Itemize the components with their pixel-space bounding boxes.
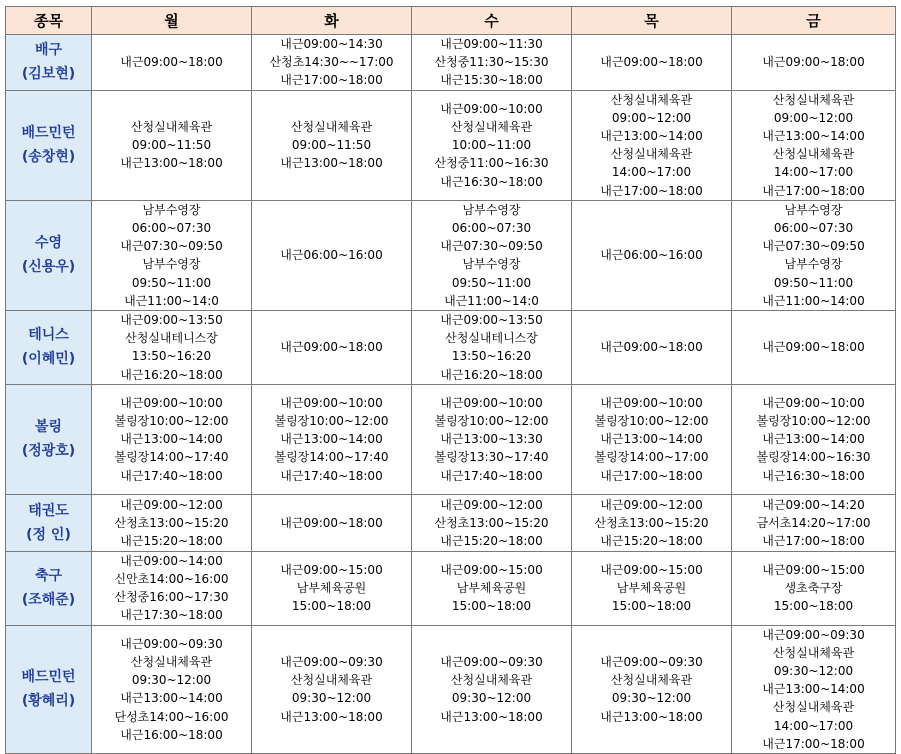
instructor-name: (송창현) xyxy=(21,149,76,166)
sport-cell xyxy=(6,551,92,625)
schedule-cell-wednesday xyxy=(412,384,572,494)
sport-cell xyxy=(6,384,92,494)
schedule-entry: 내근16:20~18:00 xyxy=(120,367,223,382)
schedule-entry: 내근09:00~15:00 xyxy=(440,562,543,577)
header-thursday: 목 xyxy=(572,7,732,35)
schedule-entry: 산청실내체육관 xyxy=(772,92,855,107)
schedule-entry: 남부수영장 xyxy=(142,257,201,272)
header-row xyxy=(6,7,896,35)
schedule-cell-thursday xyxy=(572,35,732,91)
schedule-entry: 내근17:30~18:00 xyxy=(120,608,223,623)
schedule-entry: 남부수영장 xyxy=(142,202,201,217)
schedule-entry: 내근09:00~18:00 xyxy=(280,515,383,530)
instructor-name: (신용우) xyxy=(21,259,76,276)
table-row xyxy=(6,551,896,625)
schedule-entry: 내근13:00~14:00 xyxy=(120,691,223,706)
schedule-cell-tuesday xyxy=(252,35,412,91)
schedule-entry: 내근09:00~18:00 xyxy=(120,55,223,70)
schedule-entry: 내근17:00~18:00 xyxy=(762,533,865,548)
schedule-entry: 산청실내체육관 xyxy=(450,119,533,134)
schedule-entry: 내근17:00~18:00 xyxy=(600,468,703,483)
schedule-cell-thursday xyxy=(572,625,732,753)
schedule-entry: 내근11:00~14:00 xyxy=(762,293,865,308)
schedule-cell-friday xyxy=(732,90,896,200)
header-wednesday: 수 xyxy=(412,7,572,35)
sport-name: 축구 xyxy=(34,568,63,585)
table-row xyxy=(6,625,896,753)
schedule-entry: 내근09:00~09:30 xyxy=(440,654,543,669)
schedule-entry: 산청실내체육관 xyxy=(610,147,693,162)
schedule-entry: 산청실내테니스장 xyxy=(125,331,218,346)
schedule-entry: 09:50~11:00 xyxy=(773,275,854,290)
schedule-entry: 산청초13:00~15:20 xyxy=(114,515,229,530)
schedule-cell-tuesday xyxy=(252,90,412,200)
schedule-entry: 내근09:00~10:00 xyxy=(762,395,865,410)
schedule-entry: 15:00~18:00 xyxy=(773,599,854,614)
table-row xyxy=(6,384,896,494)
schedule-entry: 내근16:30~18:00 xyxy=(440,174,543,189)
schedule-entry: 09:30~12:00 xyxy=(773,664,854,679)
schedule-entry: 산청초13:00~15:20 xyxy=(594,515,709,530)
table-row xyxy=(6,200,896,310)
schedule-entry: 내근06:00~16:00 xyxy=(280,248,383,263)
schedule-entry: 내근09:00~18:00 xyxy=(762,340,865,355)
schedule-entry: 내근13:00~14:00 xyxy=(762,432,865,447)
header-sport: 종목 xyxy=(6,7,92,35)
schedule-cell-monday xyxy=(92,494,252,551)
schedule-entry: 내근09:00~10:00 xyxy=(440,395,543,410)
schedule-entry: 15:00~18:00 xyxy=(611,599,692,614)
schedule-cell-monday xyxy=(92,384,252,494)
schedule-entry: 06:00~07:30 xyxy=(131,221,212,236)
schedule-cell-wednesday xyxy=(412,311,572,385)
schedule-entry: 내근09:00~11:30 xyxy=(440,37,543,51)
schedule-cell-monday xyxy=(92,625,252,753)
schedule-entry: 볼링장14:00~17:00 xyxy=(594,450,709,465)
schedule-entry: 09:30~12:00 xyxy=(451,691,532,706)
sport-name: 테니스 xyxy=(28,327,69,344)
schedule-entry: 산청실내체육관 xyxy=(290,119,373,134)
schedule-entry: 내근16:30~18:00 xyxy=(762,468,865,483)
schedule-entry: 내근09:00~09:30 xyxy=(762,627,865,642)
schedule-entry: 내근11:00~14:0 xyxy=(444,293,539,308)
schedule-entry: 내근09:00~18:00 xyxy=(280,340,383,355)
schedule-entry: 신안초14:00~16:00 xyxy=(114,572,229,587)
schedule-entry: 내근09:00~14:00 xyxy=(120,553,223,568)
schedule-cell-wednesday xyxy=(412,200,572,310)
schedule-entry: 13:50~16:20 xyxy=(131,349,212,364)
schedule-entry: 산청중11:00~16:30 xyxy=(434,156,549,171)
schedule-entry: 내근09:00~13:50 xyxy=(440,313,543,328)
schedule-entry: 남부체육공원 xyxy=(296,581,367,596)
schedule-entry: 내근06:00~16:00 xyxy=(600,248,703,263)
schedule-entry: 볼링장10:00~12:00 xyxy=(594,414,709,429)
schedule-entry: 내근13:00~18:00 xyxy=(280,709,383,724)
schedule-entry: 내근13:00~18:00 xyxy=(600,709,703,724)
instructor-name: (조해준) xyxy=(21,592,76,609)
schedule-entry: 내근13:00~14:00 xyxy=(600,432,703,447)
schedule-entry: 09:50~11:00 xyxy=(451,275,532,290)
schedule-entry: 볼링장14:00~17:40 xyxy=(274,450,389,465)
schedule-entry: 내근17:00~18:00 xyxy=(762,736,865,751)
schedule-cell-tuesday xyxy=(252,551,412,625)
schedule-entry: 남부수영장 xyxy=(784,257,843,272)
sport-name: 수영 xyxy=(34,235,63,252)
schedule-cell-friday xyxy=(732,494,896,551)
schedule-entry: 내근09:00~09:30 xyxy=(600,654,703,669)
schedule-entry: 산청실내체육관 xyxy=(772,700,855,715)
schedule-entry: 내근09:00~10:00 xyxy=(280,395,383,410)
schedule-cell-thursday xyxy=(572,90,732,200)
sport-name: 배구 xyxy=(34,42,63,59)
sport-cell xyxy=(6,35,92,91)
schedule-entry: 내근13:00~14:00 xyxy=(120,432,223,447)
schedule-cell-wednesday xyxy=(412,90,572,200)
schedule-entry: 09:30~12:00 xyxy=(611,691,692,706)
schedule-entry: 생초축구장 xyxy=(784,581,843,596)
schedule-entry: 남부체육공원 xyxy=(616,581,687,596)
schedule-entry: 남부수영장 xyxy=(462,202,521,217)
schedule-entry: 산청실내테니스장 xyxy=(445,331,538,346)
schedule-entry: 산청실내체육관 xyxy=(130,654,213,669)
schedule-entry: 산청초13:00~15:20 xyxy=(434,515,549,530)
schedule-entry: 내근09:00~15:00 xyxy=(280,562,383,577)
schedule-entry: 내근09:00~14:30 xyxy=(280,37,383,51)
instructor-name: (김보현) xyxy=(21,66,76,83)
sport-cell xyxy=(6,625,92,753)
schedule-body xyxy=(6,35,896,754)
schedule-entry: 남부체육공원 xyxy=(456,581,527,596)
schedule-entry: 남부수영장 xyxy=(462,257,521,272)
schedule-entry: 내근09:00~12:00 xyxy=(120,497,223,512)
schedule-entry: 10:00~11:00 xyxy=(451,138,532,153)
instructor-name: (이혜민) xyxy=(21,351,76,368)
schedule-entry: 볼링장10:00~12:00 xyxy=(434,414,549,429)
instructor-name: (정광호) xyxy=(21,443,76,460)
schedule-entry: 09:00~11:50 xyxy=(131,138,212,153)
schedule-entry: 13:50~16:20 xyxy=(451,349,532,364)
schedule-cell-monday xyxy=(92,200,252,310)
schedule-entry: 내근15:20~18:00 xyxy=(120,533,223,548)
table-row xyxy=(6,311,896,385)
schedule-entry: 내근13:00~13:30 xyxy=(440,432,543,447)
schedule-entry: 내근13:00~14:00 xyxy=(762,129,865,144)
schedule-cell-tuesday xyxy=(252,494,412,551)
schedule-entry: 산청중16:00~17:30 xyxy=(114,590,229,605)
schedule-cell-thursday xyxy=(572,494,732,551)
schedule-entry: 산청실내체육관 xyxy=(772,645,855,660)
sport-name: 배드민턴 xyxy=(21,125,76,142)
schedule-cell-monday xyxy=(92,90,252,200)
schedule-entry: 내근09:00~14:20 xyxy=(762,497,865,512)
schedule-entry: 내근09:00~18:00 xyxy=(600,340,703,355)
schedule-entry: 09:30~12:00 xyxy=(131,673,212,688)
schedule-entry: 09:00~11:50 xyxy=(291,138,372,153)
schedule-cell-friday xyxy=(732,200,896,310)
schedule-entry: 내근09:00~15:00 xyxy=(762,562,865,577)
schedule-entry: 볼링장10:00~12:00 xyxy=(114,414,229,429)
schedule-entry: 산청실내체육관 xyxy=(450,673,533,688)
sport-cell xyxy=(6,494,92,551)
schedule-entry: 산청초14:30~~17:00 xyxy=(269,55,394,70)
schedule-entry: 내근09:00~15:00 xyxy=(600,562,703,577)
schedule-entry: 14:00~17:00 xyxy=(773,165,854,180)
schedule-cell-wednesday xyxy=(412,625,572,753)
schedule-entry: 내근09:00~18:00 xyxy=(600,55,703,70)
schedule-entry: 내근15:20~18:00 xyxy=(440,533,543,548)
schedule-entry: 내근09:00~10:00 xyxy=(440,101,543,116)
schedule-entry: 내근09:00~10:00 xyxy=(600,395,703,410)
schedule-entry: 내근13:00~18:00 xyxy=(280,156,383,171)
schedule-entry: 볼링장14:00~16:30 xyxy=(756,450,871,465)
schedule-cell-wednesday xyxy=(412,494,572,551)
schedule-entry: 내근07:30~09:50 xyxy=(762,239,865,254)
schedule-entry: 06:00~07:30 xyxy=(773,221,854,236)
schedule-entry: 내근13:00~14:00 xyxy=(600,129,703,144)
schedule-entry: 산청실내체육관 xyxy=(290,673,373,688)
schedule-entry: 내근13:00~14:00 xyxy=(280,432,383,447)
schedule-entry: 볼링장10:00~12:00 xyxy=(756,414,871,429)
schedule-entry: 산청중11:30~15:30 xyxy=(434,55,549,70)
schedule-cell-friday xyxy=(732,551,896,625)
schedule-entry: 내근17:40~18:00 xyxy=(440,468,543,483)
schedule-cell-thursday xyxy=(572,384,732,494)
schedule-entry: 09:00~12:00 xyxy=(611,110,692,125)
table-row xyxy=(6,494,896,551)
schedule-entry: 내근11:00~14:0 xyxy=(124,293,219,308)
schedule-entry: 15:00~18:00 xyxy=(451,599,532,614)
schedule-cell-thursday xyxy=(572,200,732,310)
schedule-cell-monday xyxy=(92,35,252,91)
schedule-entry: 09:50~11:00 xyxy=(131,275,212,290)
schedule-entry: 내근17:00~18:00 xyxy=(762,183,865,198)
schedule-entry: 15:00~18:00 xyxy=(291,599,372,614)
schedule-entry: 내근09:00~18:00 xyxy=(762,55,865,70)
schedule-entry: 금서초14:20~17:00 xyxy=(756,515,871,530)
schedule-entry: 14:00~17:00 xyxy=(773,718,854,733)
schedule-entry: 내근09:00~13:50 xyxy=(120,313,223,328)
schedule-cell-friday xyxy=(732,384,896,494)
schedule-entry: 내근17:40~18:00 xyxy=(120,468,223,483)
schedule-entry: 내근13:00~18:00 xyxy=(120,156,223,171)
schedule-entry: 내근13:00~14:00 xyxy=(762,682,865,697)
schedule-entry: 내근09:00~12:00 xyxy=(440,497,543,512)
sport-cell xyxy=(6,90,92,200)
sport-cell xyxy=(6,200,92,310)
schedule-cell-thursday xyxy=(572,311,732,385)
schedule-entry: 내근17:40~18:00 xyxy=(280,468,383,483)
sport-name: 볼링 xyxy=(34,419,63,436)
schedule-table xyxy=(5,6,896,754)
table-row xyxy=(6,35,896,91)
schedule-entry: 내근09:00~12:00 xyxy=(600,497,703,512)
schedule-cell-wednesday xyxy=(412,551,572,625)
schedule-cell-friday xyxy=(732,625,896,753)
schedule-entry: 09:00~12:00 xyxy=(773,110,854,125)
header-tuesday: 화 xyxy=(252,7,412,35)
schedule-cell-friday xyxy=(732,311,896,385)
schedule-entry: 볼링장13:30~17:40 xyxy=(434,450,549,465)
schedule-cell-tuesday xyxy=(252,200,412,310)
schedule-entry: 내근16:00~18:00 xyxy=(120,727,223,742)
schedule-entry: 내근07:30~09:50 xyxy=(440,239,543,254)
schedule-cell-monday xyxy=(92,551,252,625)
header-friday: 금 xyxy=(732,7,896,35)
sport-name: 배드민턴 xyxy=(21,669,76,686)
instructor-name: (황혜리) xyxy=(21,693,76,710)
table-row xyxy=(6,90,896,200)
schedule-entry: 06:00~07:30 xyxy=(451,221,532,236)
schedule-entry: 내근09:00~09:30 xyxy=(280,654,383,669)
schedule-cell-tuesday xyxy=(252,625,412,753)
schedule-entry: 내근17:00~18:00 xyxy=(280,73,383,88)
schedule-entry: 남부수영장 xyxy=(784,202,843,217)
sport-cell xyxy=(6,311,92,385)
schedule-entry: 09:30~12:00 xyxy=(291,691,372,706)
schedule-entry: 내근09:00~09:30 xyxy=(120,636,223,651)
schedule-cell-friday xyxy=(732,35,896,91)
schedule-entry: 내근16:20~18:00 xyxy=(440,367,543,382)
schedule-entry: 내근15:30~18:00 xyxy=(440,73,543,88)
schedule-entry: 내근09:00~10:00 xyxy=(120,395,223,410)
header-monday: 월 xyxy=(92,7,252,35)
schedule-entry: 내근17:00~18:00 xyxy=(600,183,703,198)
schedule-cell-tuesday xyxy=(252,311,412,385)
schedule-entry: 볼링장14:00~17:40 xyxy=(114,450,229,465)
schedule-cell-thursday xyxy=(572,551,732,625)
sport-name: 태권도 xyxy=(28,502,69,519)
schedule-entry: 산청실내체육관 xyxy=(772,147,855,162)
schedule-entry: 14:00~17:00 xyxy=(611,165,692,180)
schedule-entry: 산청실내체육관 xyxy=(610,92,693,107)
instructor-name: (정 인) xyxy=(26,526,71,543)
schedule-cell-wednesday xyxy=(412,35,572,91)
schedule-entry: 내근13:00~18:00 xyxy=(440,709,543,724)
schedule-entry: 볼링장10:00~12:00 xyxy=(274,414,389,429)
schedule-entry: 내근07:30~09:50 xyxy=(120,239,223,254)
schedule-entry: 내근15:20~18:00 xyxy=(600,533,703,548)
schedule-cell-tuesday xyxy=(252,384,412,494)
schedule-cell-monday xyxy=(92,311,252,385)
schedule-entry: 산청실내체육관 xyxy=(130,119,213,134)
schedule-entry: 단성초14:00~16:00 xyxy=(114,709,229,724)
schedule-entry: 산청실내체육관 xyxy=(610,673,693,688)
